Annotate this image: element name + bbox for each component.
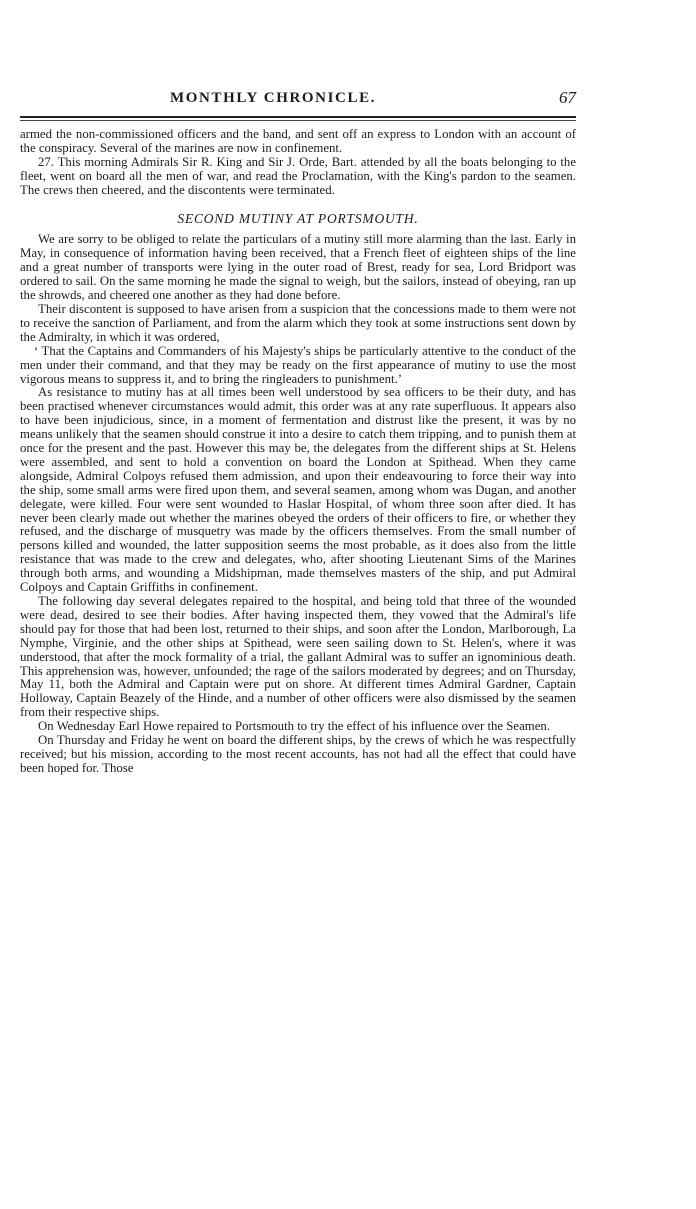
document-page: [20, 88, 576, 776]
running-title: MONTHLY CHRONICLE.: [170, 90, 377, 106]
paragraph-discontent: Their discontent is supposed to have arisen from a suspicion that the concessions made to them were not to receive the sanction of Parliament, and from the alarm which they took at some instructions sent down by the Admiralty, in which it was ordered,: [20, 301, 576, 344]
section-heading: SECOND MUTINY AT PORTSMOUTH.: [177, 210, 419, 226]
body-text: [20, 128, 576, 776]
paragraph-mutiny-intro: We are sorry to be obliged to relate the particulars of a mutiny still more alarming than the last. Early in May, in consequence of information having been received, that a French fleet of eighteen ships of the line and a great number of transports were lying in the outer road of Brest, ready for sea, Lord Bridport was ordered to sail. On the same morning he made the signal to weigh, but the sailors, instead of obeying, ran up the shrowds, and cheered one another as they had done before.: [20, 232, 576, 303]
paragraph-proclamation: 27. This morning Admirals Sir R. King and Sir J. Orde, Bart. attended by all the boats belonging to the fleet, went on board all the men of war, and read the Proclamation, with the King's pardon to the seamen. The crews then cheered, and the discontents were terminated.: [20, 154, 576, 197]
paragraph-earl-howe: On Wednesday Earl Howe repaired to Portsmouth to try the effect of his influence over the Seamen.: [38, 719, 550, 734]
admiralty-quote: ‘ That the Captains and Commanders of his Majesty's ships be particularly attentive to the conduct of the men under their command, and that they may be ready on the first appearance of mutiny to use the most vigorous means to suppress it, and to bring the ringleaders to punishment.’: [20, 343, 576, 386]
page-number: 67: [559, 88, 576, 107]
running-header: [20, 88, 576, 118]
paragraph-resistance: As resistance to mutiny has at all times been well understood by sea officers to be their duty, and has been practised whenever circumstances would admit, this order was at any rate superfluous. It appears also to have been injudicious, since, in a moment of fermentation and distrust like the present, it was by no means unlikely that the seamen should construe it into a desire to catch them tripping, and to punish them at once for the present and the past. However this may be, the delegates from the different ships at St. Helens were assembled, and sent to hold a convention on board the London at Spithead. When they came alongside, Admiral Colpoys refused them admission, and upon their endeavouring to force their way into the ship, some small arms were fired upon them, and several seamen, among whom was Dugan, and another delegate, were killed. Four were sent wounded to Haslar Hospital, of whom three soon after died. It has never been clearly made out whether the marines obeyed the orders of their officers to fire, or whether they refused, and the discharge of musquetry was made by the officers themselves. From the small number of persons killed and wounded, the latter supposition seems the most probable, as it does also from the little resistance that was made to the crew and delegates, who, after shooting Lieutenant Sims of the Marines through both arms, and wounding a Midshipman, made themselves masters of the ship, and put Admiral Colpoys and Captain Griffiths in confinement.: [20, 385, 576, 595]
paragraph-conspiracy: armed the non-commissioned officers and the band, and sent off an express to London with an account of the conspiracy. Several of the marines are now in confinement.: [20, 127, 576, 155]
paragraph-mission: On Thursday and Friday he went on board the different ships, by the crews of which he was respectfully received; but his mission, according to the most recent accounts, has not had all the effect that could have been hoped for. Those: [20, 733, 576, 775]
paragraph-delegates: The following day several delegates repaired to the hospital, and being told that three of the wounded were dead, desired to see their bodies. After having inspected them, they vowed that the Admiral's life should pay for those that had been lost, returned to their ships, and soon after the London, Marlborough, La Nymphe, Virginie, and the other ships at Spithead, were seen sailing down to St. Helen's, where it was understood, that after the mock formality of a trial, the gallant Admiral was to suffer an ignominious death. This apprehension was, however, unfounded; the rage of the sailors moderated by degrees; and on Thursday, May 11, both the Admiral and Captain were put on shore. At different times Admiral Gardner, Captain Holloway, Captain Beazely of the Hinde, and a number of other officers were also dismissed by the seamen from their respective ships.: [20, 594, 576, 720]
